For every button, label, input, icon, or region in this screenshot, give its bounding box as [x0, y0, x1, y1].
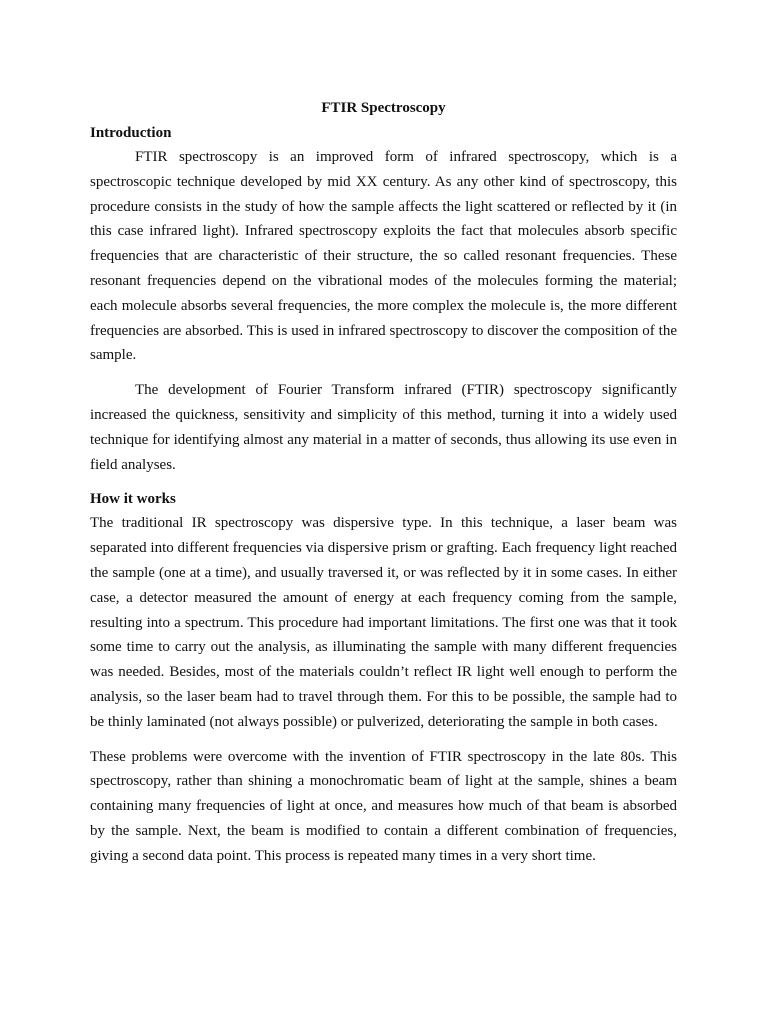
- section-heading-introduction: Introduction: [90, 125, 172, 141]
- document-title: FTIR Spectroscopy: [321, 100, 446, 116]
- document-page: [90, 96, 677, 869]
- section-heading-how-it-works: How it works: [90, 491, 176, 508]
- paragraph: FTIR spectroscopy is an improved form of infrared spectroscopy, which is a spectroscopic technique developed by mid XX century. As any other kind of spectroscopy, this procedure consists in the study of how the sample affects the light scattered or reflected by it (in this case infrared light). Infrared spectroscopy exploits the fact that molecules absorb specific frequencies that are characteristic of their structure, the so called resonant frequencies. These resonant frequencies depend on the vibrational modes of the molecules forming the material; each molecule absorbs several frequencies, the more complex the molecule is, the more different frequencies are absorbed. This is used in infrared spectroscopy to discover the composition of the sample.: [90, 149, 677, 364]
- paragraph: The development of Fourier Transform infrared (FTIR) spectroscopy significantly increased the quickness, sensitivity and simplicity of this method, turning it into a widely used technique for identifying almost any material in a matter of seconds, thus allowing its use even in field analyses.: [90, 382, 677, 473]
- paragraph: These problems were overcome with the invention of FTIR spectroscopy in the late 80s. This spectroscopy, rather than shining a monochromatic beam of light at the sample, shines a beam containing many frequencies of light at once, and measures how much of that beam is absorbed by the sample. Next, the beam is modified to contain a different combination of frequencies, giving a second data point. This process is repeated many times in a very short time.: [90, 748, 677, 864]
- paragraph: The traditional IR spectroscopy was dispersive type. In this technique, a laser beam was separated into different frequencies via dispersive prism or grafting. Each frequency light reached the sample (one at a time), and usually traversed it, or was reflected by it in some cases. In either case, a detector measured the amount of energy at each frequency coming from the sample, resulting into a spectrum. This procedure had important limitations. The first one was that it took some time to carry out the analysis, as illuminating the sample with many different frequencies was needed. Besides, most of the materials couldn’t reflect IR light well enough to perform the analysis, so the laser beam had to travel through them. For this to be possible, the sample had to be thinly laminated (not always possible) or pulverized, deteriorating the sample in both cases.: [90, 515, 677, 730]
